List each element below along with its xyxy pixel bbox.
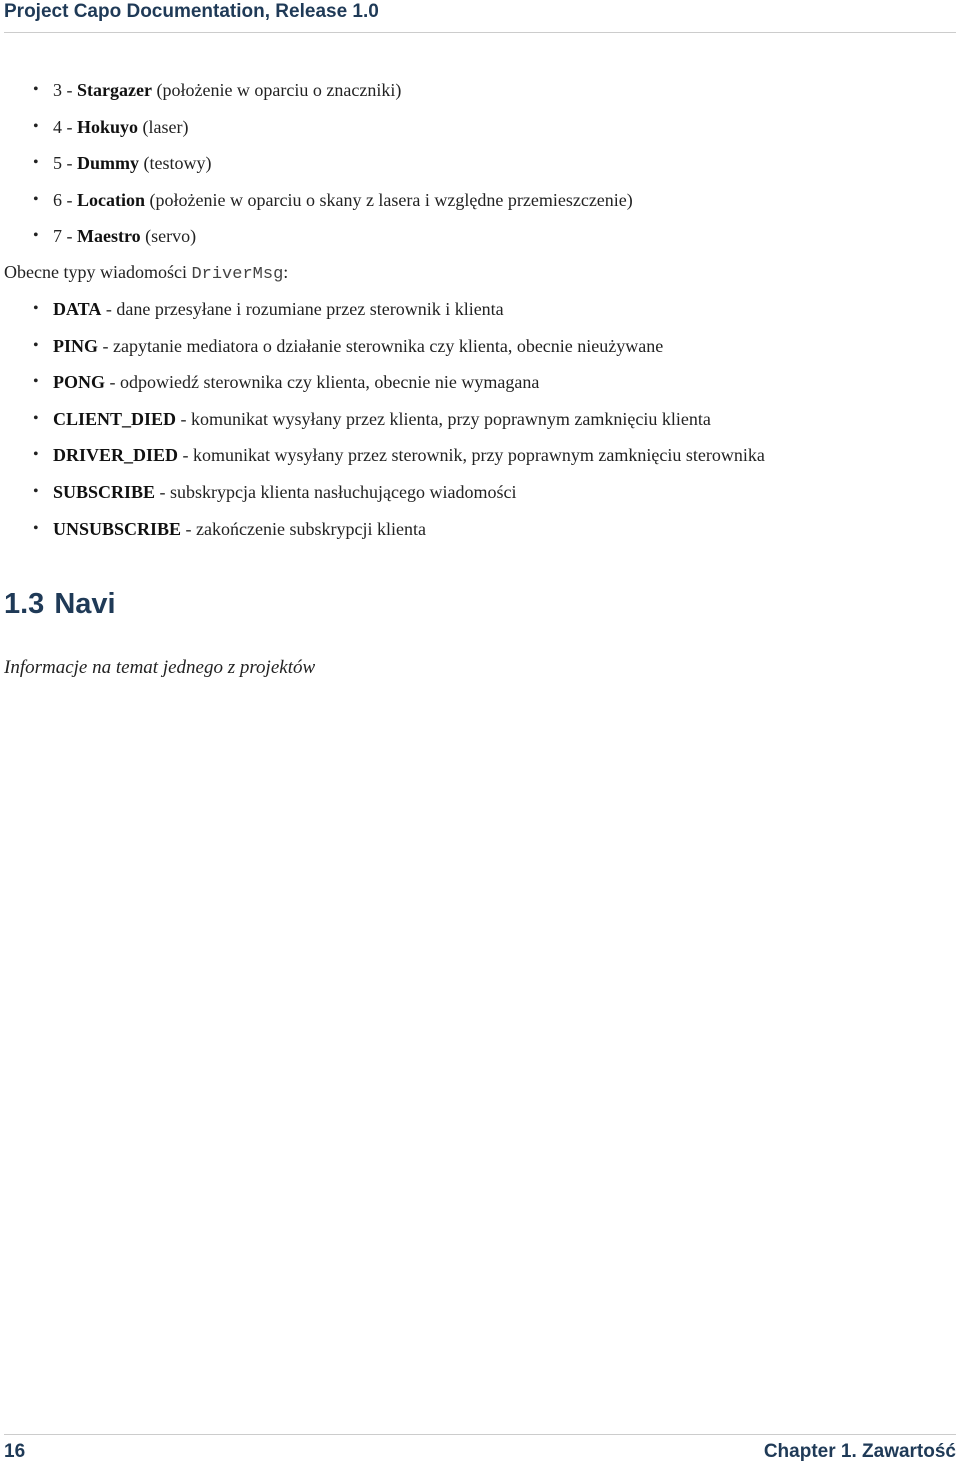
message-type-name: UNSUBSCRIBE — [53, 518, 182, 539]
bullet-icon: • — [33, 482, 39, 500]
item-number: 4 - — [53, 116, 77, 137]
list-item — [0, 364, 765, 401]
item-name: Location — [77, 189, 146, 210]
bullet-icon: • — [33, 336, 39, 354]
item-desc: (położenie w oparciu o znaczniki) — [151, 80, 402, 100]
list-item — [0, 437, 765, 474]
message-type-name: PING — [53, 335, 98, 356]
message-type-desc: - dane przesyłane i rozumiane przez sterownik i klienta — [101, 299, 504, 319]
item-number: 6 - — [53, 189, 77, 210]
message-type-name: DATA — [53, 299, 102, 319]
item-desc: (laser) — [138, 116, 189, 137]
item-desc: (servo) — [140, 226, 197, 247]
item-desc: (położenie w oparciu o skany z lasera i względne przemieszczenie) — [145, 189, 633, 210]
bullet-icon: • — [33, 446, 39, 464]
footer-divider — [4, 1434, 956, 1435]
list-item — [0, 401, 765, 438]
message-type-desc: - zapytanie mediatora o działanie sterownika czy klienta, obecnie nieużywane — [98, 335, 664, 356]
list-item — [0, 291, 765, 328]
list-item — [0, 328, 765, 365]
bullet-icon: • — [33, 300, 39, 317]
message-type-name: CLIENT_DIED — [53, 408, 177, 429]
section-intro: Informacje na temat jednego z projektów — [4, 657, 316, 678]
intro-colon: : — [283, 262, 289, 282]
section-title: Navi — [54, 588, 116, 620]
driver-list — [0, 72, 633, 255]
message-type-desc: - komunikat wysyłany przez klienta, przy poprawnym zamknięciu klienta — [176, 408, 711, 429]
item-name: Dummy — [77, 153, 139, 174]
message-type-name: SUBSCRIBE — [53, 481, 156, 502]
message-type-desc: - zakończenie subskrypcji klienta — [181, 518, 426, 539]
code-literal: DriverMsg — [191, 265, 284, 284]
intro-text: Obecne typy wiadomości — [4, 262, 192, 282]
bullet-icon: • — [33, 519, 39, 537]
item-number: 7 - — [53, 226, 77, 247]
list-item — [0, 511, 765, 548]
item-number: 5 - — [53, 153, 77, 174]
bullet-icon: • — [33, 117, 39, 135]
bullet-icon: • — [33, 409, 39, 427]
bullet-icon: • — [33, 227, 39, 245]
message-type-desc: - subskrypcja klienta nasłuchującego wiadomości — [155, 481, 517, 502]
footer-chapter-title: Chapter 1. Zawartość — [763, 1441, 956, 1462]
message-type-list — [0, 291, 765, 547]
bullet-icon: • — [33, 154, 39, 172]
bullet-icon: • — [33, 81, 39, 98]
bullet-icon: • — [33, 190, 39, 208]
page-header-title: Project Capo Documentation, Release 1.0 — [4, 1, 379, 22]
list-item — [0, 72, 633, 109]
section-heading — [4, 586, 116, 622]
message-type-desc: - odpowiedź sterownika czy klienta, obecnie nie wymagana — [105, 372, 540, 393]
list-item — [0, 109, 633, 146]
list-item — [0, 218, 633, 255]
item-name: Stargazer — [77, 80, 152, 100]
list-item — [0, 474, 765, 511]
footer-page-number: 16 — [4, 1441, 26, 1462]
item-number: 3 - — [53, 80, 77, 100]
list-item — [0, 145, 633, 182]
item-name: Hokuyo — [77, 116, 139, 137]
list-item — [0, 182, 633, 219]
message-types-intro — [4, 258, 288, 289]
header-divider — [4, 32, 956, 33]
section-number: 1.3 — [4, 588, 45, 620]
item-name: Maestro — [77, 226, 141, 247]
message-type-name: PONG — [53, 372, 105, 393]
message-type-name: DRIVER_DIED — [53, 445, 179, 466]
message-type-desc: - komunikat wysyłany przez sterownik, przy poprawnym zamknięciu sterownika — [178, 445, 765, 466]
bullet-icon: • — [33, 373, 39, 391]
item-desc: (testowy) — [139, 153, 212, 174]
